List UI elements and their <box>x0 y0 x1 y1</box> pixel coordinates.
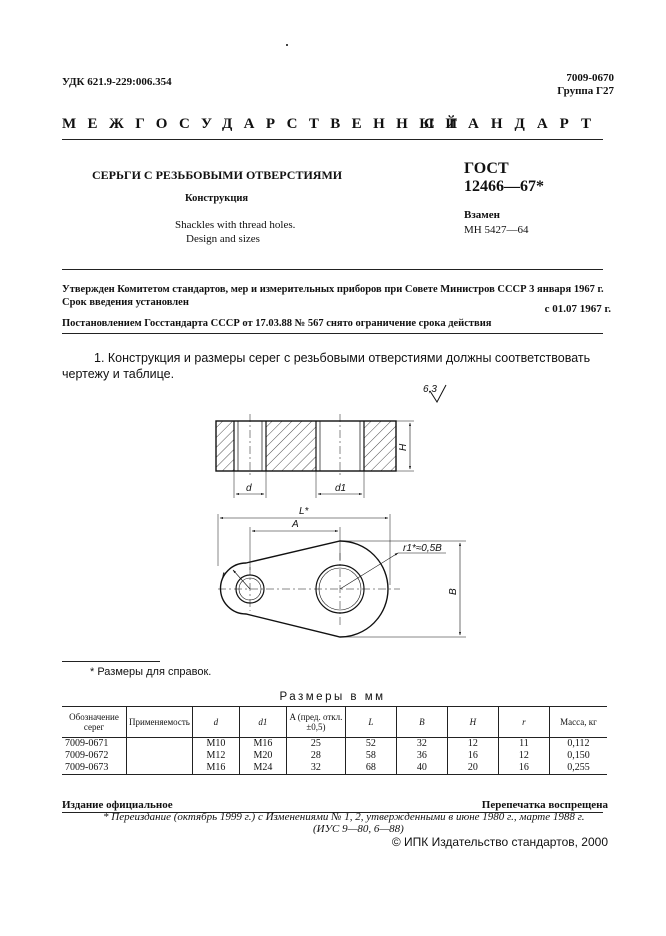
dimensions-table <box>62 706 607 775</box>
udk-code: УДК 621.9-229:006.354 <box>62 76 172 88</box>
table-cell: 32 <box>286 762 345 775</box>
gost-label: ГОСТ <box>464 160 509 177</box>
table-cell: 11 <box>498 738 549 751</box>
dim-d1: d1 <box>335 483 347 494</box>
banner-right: СТАНДАРТ <box>423 116 603 132</box>
doc-title-en-2: Design and sizes <box>186 233 260 245</box>
col-header: r <box>498 707 549 738</box>
doc-group: Группа Г27 <box>557 85 614 97</box>
approval-post: Постановлением Госстандарта СССР от 17.03.88 № 567 снято ограничение срока действия <box>62 318 492 329</box>
section-view <box>216 414 414 498</box>
table-cell: 52 <box>345 738 396 751</box>
table-header-row <box>62 707 607 738</box>
official-edition: Издание официальное <box>62 799 173 811</box>
reprint-notice: Перепечатка воспрещена <box>481 799 608 811</box>
doc-title-en-1: Shackles with thread holes. <box>175 219 296 231</box>
table-cell: 0,112 <box>549 738 607 751</box>
roughness-value: 6,3 <box>423 384 437 395</box>
table-cell: 12 <box>498 750 549 762</box>
col-header: H <box>447 707 498 738</box>
table-cell: 68 <box>345 762 396 775</box>
doc-title: СЕРЬГИ С РЕЗЬБОВЫМИ ОТВЕРСТИЯМИ <box>92 168 343 182</box>
approval-line-1: Утвержден Комитетом стандартов, мер и измерительных приборов при Совете Министров СССР 3 января 1967 г. <box>62 284 604 295</box>
table-cell: M24 <box>239 762 286 775</box>
table-cell: 20 <box>447 762 498 775</box>
table-row <box>62 750 607 762</box>
col-header: A (пред. откл. ±0,5) <box>286 707 345 738</box>
table-caption: Размеры в мм <box>279 691 386 703</box>
paragraph-1: 1. Конструкция и размеры серег с резьбовыми отверстиями должны соответствовать чертежу и таблице. <box>62 351 591 381</box>
table-cell: M20 <box>239 750 286 762</box>
doc-code: 7009-0670 <box>566 72 614 84</box>
col-header: d1 <box>239 707 286 738</box>
table-cell: 7009-0672 <box>65 750 109 761</box>
table-cell <box>127 738 193 751</box>
roughness-symbol <box>423 384 446 402</box>
table-cell: 7009-0673 <box>62 762 127 775</box>
table-cell: 12 <box>447 738 498 751</box>
table-cell: 58 <box>345 750 396 762</box>
replace-label: Взамен <box>464 209 500 221</box>
note-rule <box>62 661 160 662</box>
replace-number: МН 5427—64 <box>464 224 529 236</box>
footnote: * Размеры для справок. <box>90 666 212 678</box>
copyright: © ИПК Издательство стандартов, 2000 <box>391 835 608 849</box>
table-cell: M16 <box>192 762 239 775</box>
table-cell: 7009-0671 <box>65 738 109 749</box>
dim-A: A <box>292 519 299 530</box>
table-cell: 0,255 <box>549 762 607 775</box>
table-cell <box>127 750 193 762</box>
col-header: Обозначение серег <box>62 707 127 738</box>
table-row <box>62 762 607 775</box>
table-cell: 0,150 <box>549 750 607 762</box>
col-header: Применяемость <box>127 707 193 738</box>
col-header: d <box>192 707 239 738</box>
table-row <box>62 738 607 751</box>
col-header: Масса, кг <box>549 707 607 738</box>
table-cell: 16 <box>498 762 549 775</box>
plan-view <box>218 506 466 637</box>
table-cell: 36 <box>396 750 447 762</box>
dim-r1: r1*≈0,5B <box>403 543 442 554</box>
approval-date: с 01.07 1967 г. <box>544 303 611 315</box>
dim-B: B <box>448 588 459 595</box>
table-cell: M16 <box>239 738 286 751</box>
ius-note: (ИУС 9—80, 6—88) <box>313 823 404 835</box>
table-cell: M12 <box>192 750 239 762</box>
col-header: L <box>345 707 396 738</box>
table-cell: 40 <box>396 762 447 775</box>
approval-line-2: Срок введения установлен <box>62 297 189 308</box>
doc-subtitle: Конструкция <box>185 193 249 204</box>
dim-H: H <box>398 443 409 451</box>
reissue-note: * Переиздание (октябрь 1999 г.) с Изменениями № 1, 2, утвержденными в июне 1980 г., марте 1988 г. <box>103 811 585 823</box>
gost-number: 12466—67* <box>464 178 544 195</box>
banner-left: МЕЖГОСУДАРСТВЕННЫЙ <box>62 116 469 132</box>
dim-r: r <box>222 570 226 581</box>
table-cell: M10 <box>192 738 239 751</box>
table-cell: 32 <box>396 738 447 751</box>
table-cell: 16 <box>447 750 498 762</box>
table-cell: 28 <box>286 750 345 762</box>
table-cell <box>127 762 193 775</box>
col-header: B <box>396 707 447 738</box>
dim-L: L* <box>299 506 309 517</box>
table-cell: 25 <box>286 738 345 751</box>
dim-d: d <box>246 483 252 494</box>
